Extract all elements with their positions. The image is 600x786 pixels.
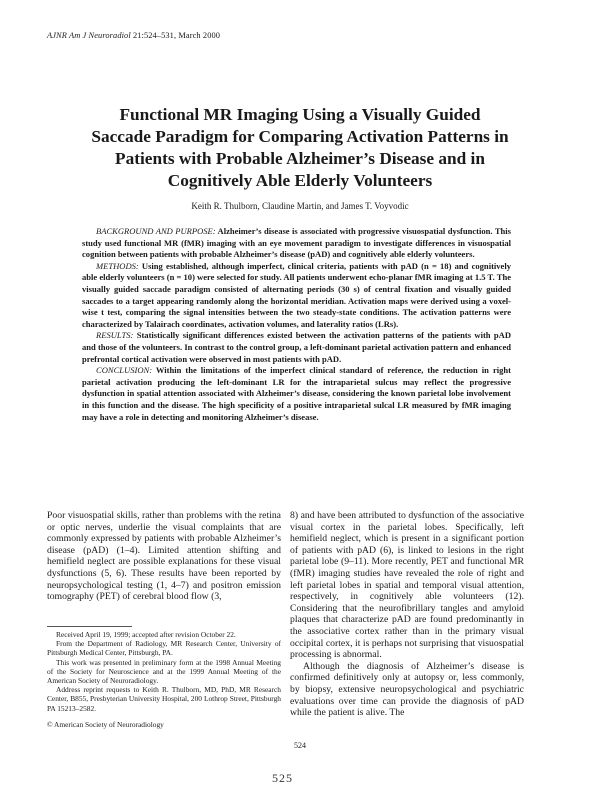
- journal-name: AJNR Am J Neuroradiol: [47, 31, 131, 40]
- footnote-divider: [47, 626, 132, 627]
- footnotes: [47, 630, 281, 729]
- section-text: Statistically significant differences existed between the activation patterns of the patients with pAD and those of the volunteers. In contrast to the control group, a left-dominant parietal activation pattern and enhanced prefrontal cortical activation were observed in most patients with pAD.: [82, 330, 511, 364]
- section-label: RESULTS:: [96, 330, 134, 341]
- author-list: Keith R. Thulborn, Claudine Martin, and James T. Voyvodic: [191, 201, 409, 211]
- title-line: Functional MR Imaging Using a Visually Guided: [119, 105, 481, 124]
- next-page-number: 525: [272, 771, 293, 785]
- abstract-results: [82, 330, 511, 365]
- title-line: Saccade Paradigm for Comparing Activation Patterns in: [91, 127, 509, 146]
- copyright-notice: © American Society of Neuroradiology: [47, 719, 164, 729]
- abstract-background: [82, 226, 511, 261]
- abstract-methods: [82, 261, 511, 331]
- page-number: 524: [294, 741, 306, 750]
- body-paragraph: Although the diagnosis of Alzheimer’s disease is confirmed definitively only at autopsy or, less commonly, by biopsy, extensive neuropsychological and psychiatric evaluations over time can provide the diagnosis of pAD while the patient is alive. The: [290, 660, 524, 719]
- section-label: BACKGROUND AND PURPOSE:: [96, 226, 216, 236]
- citation: 21:524–531, March 2000: [132, 31, 221, 40]
- section-text: Alzheimer’s disease is associated with progressive visuospatial dysfunction. This study used functional MR (fMR) imaging with an eye movement paradigm to investigate differences in visuospatial cognition between patients with probable Alzheimer’s disease (pAD) and cognitively able elderly volunteers.: [82, 226, 511, 260]
- article-title: [40, 104, 560, 192]
- section-label: CONCLUSION:: [96, 365, 153, 376]
- title-line: Patients with Probable Alzheimer’s Disease and in: [115, 149, 485, 168]
- footnote-affiliation: From the Department of Radiology, MR Research Center, University of Pittsburgh Medical Center, Pittsburgh, PA.: [47, 639, 281, 658]
- section-text: Using established, although imperfect, clinical criteria, patients with pAD (n = 18) and cognitively able elderly volunteers (n = 10) were selected for study. All patients underwent echo-planar fMR imaging at 1.5 T. The visually guided saccade paradigm consisted of alternating periods (30 s) of central fixation and visually guided saccades to a target appearing randomly along the horizontal meridian. Activation maps were derived using a voxel-wise t test, comparing the signal intensities between the two steady-state conditions. The activation patterns were characterized by Talairach coordinates, activation volumes, and laterality ratios (LRs).: [82, 260, 511, 329]
- running-head: [47, 31, 220, 40]
- title-line: Cognitively Able Elderly Volunteers: [167, 171, 433, 190]
- section-text: Within the limitations of the imperfect clinical standard of reference, the reduction in right parietal activation producing the left-dominant LR for the intraparietal sulcus may reflect the progressive dysfunction in spatial attention associated with Alzheimer’s disease, considering the known parietal lobe involvement in this function and the disease. The high specificity of a positive intraparietal sulcal LR measured by fMR imaging may have a role in detecting and monitoring Alzheimer’s disease.: [82, 365, 511, 422]
- footnote-received: Received April 19, 1999; accepted after revision October 22.: [56, 630, 236, 639]
- footnote-presented: This work was presented in preliminary form at the 1998 Annual Meeting of the Society for Neuroscience and at the 1999 Annual Meeting of the American Society of Neuroradiology.: [47, 657, 281, 686]
- body-column-right: [290, 510, 524, 719]
- next-page-edge: [272, 768, 312, 785]
- section-label: METHODS:: [96, 260, 139, 271]
- body-column-left: [47, 510, 281, 603]
- body-paragraph: Poor visuospatial skills, rather than problems with the retina or optic nerves, underlie the visual complaints that are commonly expressed by patients with probable Alzheimer’s disease (pAD) (1–4). Limited attention shifting and hemifield neglect are possible explanations for these visual dysfunctions (5, 6). These results have been reported by neuropsychological testing (1, 4–7) and positron emission tomography (PET) of cerebral blood flow (3,: [47, 510, 281, 603]
- abstract: [82, 226, 511, 423]
- body-paragraph: 8) and have been attributed to dysfunction of the associative visual cortex in the parietal lobes. Specifically, left hemifield neglect, which is present in a significant portion of patients with pAD (6), is linked to lesions in the right parietal lobe (9–11). More recently, PET and functional MR (fMR) imaging studies have revealed the role of right and left parietal lobes in spatial and temporal visual attention, respectively, in cognitively able volunteers (12). Considering that the neurofibrillary tangles and amyloid plaques that characterize pAD are found predominantly in the associative cortex rather than in the primary visual occipital cortex, it is perhaps not surprising that visuospatial processing is abnormal.: [290, 510, 524, 661]
- abstract-conclusion: [82, 365, 511, 423]
- footnote-reprints: Address reprint requests to Keith R. Thulborn, MD, PhD, MR Research Center, B855, Presbyterian University Hospital, 200 Lothrop Street, Pittsburgh PA 15213–2582.: [47, 685, 281, 713]
